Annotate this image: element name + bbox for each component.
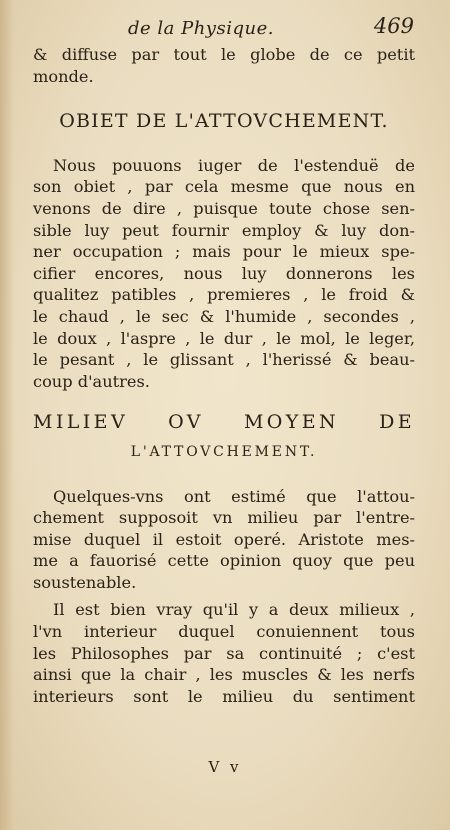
- text-line: le doux , l'aspre , le dur , le mol, le leger,: [33, 328, 415, 348]
- section2-paragraph-2: [33, 599, 415, 707]
- section2-paragraph-1: [33, 486, 415, 594]
- text-line: coup d'autres.: [33, 371, 150, 391]
- section-heading-milieu: MILIEV OV MOYEN DE: [33, 411, 415, 434]
- text-line: l'vn interieur duquel conuiennent tous: [33, 622, 415, 642]
- text-line: qualitez patibles , premieres , le froid &: [33, 285, 415, 305]
- text-line: venons de dire , puisque toute chose sen-: [33, 198, 415, 218]
- text-line: Nous pouuons iuger de l'estenduë de: [53, 155, 415, 175]
- text-line: soustenable.: [33, 572, 137, 592]
- page-header: [36, 14, 414, 46]
- section-heading-obiet: OBIET DE L'ATTOVCHEMENT.: [59, 110, 389, 133]
- text-line: monde.: [33, 66, 94, 86]
- text-line: Il est bien vray qu'il y a deux milieux ,: [53, 600, 415, 620]
- text-line: & diffuse par tout le globe de ce petit: [33, 45, 415, 64]
- text-line: sible luy peut fournir employ & luy don-: [33, 220, 415, 240]
- page-content: [33, 44, 415, 707]
- intro-paragraph: [33, 44, 415, 87]
- text-line: ner occupation ; mais pour le mieux spe-: [33, 242, 415, 262]
- text-line: cifier encores, nous luy donnerons les: [33, 263, 415, 283]
- text-line: son obiet , par cela mesme que nous en: [33, 177, 415, 197]
- text-line: interieurs sont le milieu du sentiment: [33, 686, 415, 706]
- text-line: le chaud , le sec & l'humide , secondes ,: [33, 306, 415, 326]
- section1-paragraph: [33, 155, 415, 393]
- page-number: 469: [373, 14, 414, 38]
- text-line: chement supposoit vn milieu par l'entre-: [33, 508, 415, 528]
- signature-mark: V v: [208, 758, 242, 776]
- running-head: de la Physique.: [128, 18, 274, 39]
- section-subheading-attouchement: L'ATTOVCHEMENT.: [130, 443, 318, 460]
- text-line: les Philosophes par sa continuité ; c'est: [33, 643, 415, 663]
- text-line: me a fauorisé cette opinion quoy que peu: [33, 551, 415, 571]
- text-line: mise duquel il estoit operé. Aristote mes-: [33, 529, 415, 549]
- text-line: ainsi que la chair , les muscles & les nerfs: [33, 665, 415, 685]
- text-line: le pesant , le glissant , l'herissé & beau-: [33, 350, 415, 370]
- text-line: Quelques-vns ont estimé que l'attou-: [53, 486, 415, 506]
